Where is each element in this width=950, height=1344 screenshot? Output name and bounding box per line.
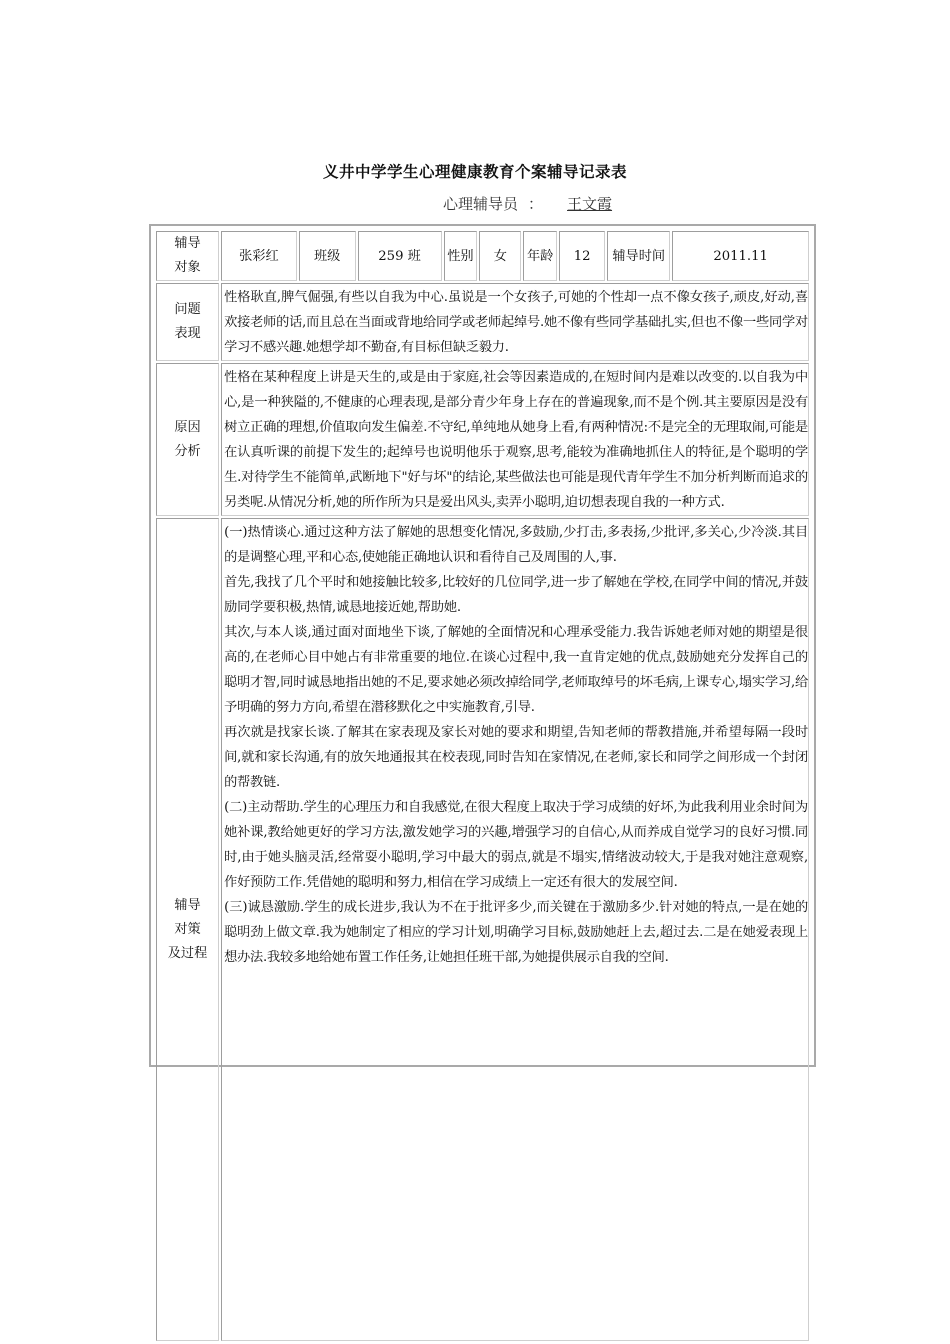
strategy-label-cell [156,518,219,1341]
analysis-label-cell [156,363,219,516]
analysis-row [156,363,809,516]
strategy-paragraph: 首先,我找了几个平时和她接触比较多,比较好的几位同学,进一步了解她在学校,在同学中间的情况,并鼓励同学要积极,热情,诚恳地接近她,帮助她. [224,575,808,615]
info-row [156,231,809,281]
counselor-label: 心理辅导员 [443,195,519,213]
counselor-colon: ： [528,195,544,213]
counselor-name: 王文霞 [567,195,613,213]
page-title: 义井中学学生心理健康教育个案辅导记录表 [322,163,627,181]
strategy-paragraph: 其次,与本人谈,通过面对面地坐下谈,了解她的全面情况和心理承受能力.我告诉她老师对她的期望是很高的,在老师心目中她占有非常重要的地位.在谈心过程中,我一直肯定她的优点,鼓励她充分发挥自己的聪明才智,同时诚恳地指出她的不足,要求她必须改掉给同学,老师取绰号的坏毛病,上课专心,塌实学习,给予明确的努力方向,希望在潜移默化之中实施教育,引导. [224,625,808,715]
time-value: 2011.11 [672,231,809,281]
problem-text: 性格耿直,脾气倔强,有些以自我为中心.虽说是一个女孩子,可她的个性却一点不像女孩子,顽皮,好动,喜欢接老师的话,而且总在当面或背地给同学或老师起绰号.她不像有些同学基础扎实,但也不像一些同学对学习不感兴趣.她想学却不勤奋,有目标但缺乏毅力. [221,283,809,361]
class-value: 259 班 [358,231,442,281]
strategy-row [156,518,809,1341]
problem-row [156,283,809,361]
strategy-text-cell [221,518,809,1341]
class-label: 班级 [299,231,356,281]
record-table [154,229,811,1343]
age-label: 年龄 [523,231,557,281]
analysis-label: 原因分析 [174,419,201,459]
gender-label: 性别 [444,231,478,281]
student-name: 张彩红 [221,231,297,281]
problem-label-cell [156,283,219,361]
strategy-label-line3: 及过程 [167,945,208,961]
counselor-line [443,193,626,214]
strategy-paragraph: (一)热情谈心.通过这种方法了解她的思想变化情况,多鼓励,少打击,多表扬,少批评,多关心,少冷淡.其目的是调整心理,平和心态,使她能正确地认识和看待自己及周围的人,事. [224,525,808,565]
strategy-label-line1: 辅导 [174,897,201,913]
age-value: 12 [559,231,605,281]
target-label-cell [156,231,219,281]
time-label: 辅导时间 [607,231,670,281]
target-label: 辅导对象 [174,236,201,275]
strategy-label-line2: 对策 [174,921,201,937]
strategy-paragraph: 再次就是找家长谈.了解其在家表现及家长对她的要求和期望,告知老师的帮教措施,并希望每隔一段时间,就和家长沟通,有的放矢地通报其在校表现,同时告知在家情况,在老师,家长和同学之间形成一个封闭的帮教链. [224,725,808,790]
problem-label: 问题表现 [174,302,201,341]
strategy-paragraph: (三)诚恳激励.学生的成长进步,我认为不在于批评多少,而关键在于激励多少.针对她的特点,一是在她的聪明劲上做文章.我为她制定了相应的学习计划,明确学习目标,鼓励她赶上去,超过去.二是在她爱表现上想办法.我较多地给她布置工作任务,让她担任班干部,为她提供展示自我的空间. [224,900,808,965]
gender-value: 女 [479,231,521,281]
strategy-paragraph: (二)主动帮助.学生的心理压力和自我感觉,在很大程度上取决于学习成绩的好坏,为此我利用业余时间为她补课,教给她更好的学习方法,激发她学习的兴趣,增强学习的自信心,从而养成自觉学习的良好习惯.同时,由于她头脑灵活,经常耍小聪明,学习中最大的弱点,就是不塌实,情绪波动较大,于是我对她注意观察,作好预防工作.凭借她的聪明和努力,相信在学习成绩上一定还有很大的发展空间. [224,800,808,890]
record-sheet [149,224,816,1067]
analysis-text: 性格在某种程度上讲是天生的,或是由于家庭,社会等因素造成的,在短时间内是难以改变的.以自我为中心,是一种狭隘的,不健康的心理表现,是部分青少年身上存在的普遍现象,而不是个例.其主要原因是没有树立正确的理想,价值取向发生偏差.不守纪,单纯地从她身上看,有两种情况:不是完全的无理取闹,可能是在认真听课的前提下发生的;起绰号也说明他乐于观察,思考,能较为准确地抓住人的特征,是个聪明的学生.对待学生不能简单,武断地下"好与坏"的结论,某些做法也可能是现代青年学生不加分析判断而追求的另类呢.从情况分析,她的所作所为只是爱出风头,卖弄小聪明,迫切想表现自我的一种方式. [221,363,809,516]
